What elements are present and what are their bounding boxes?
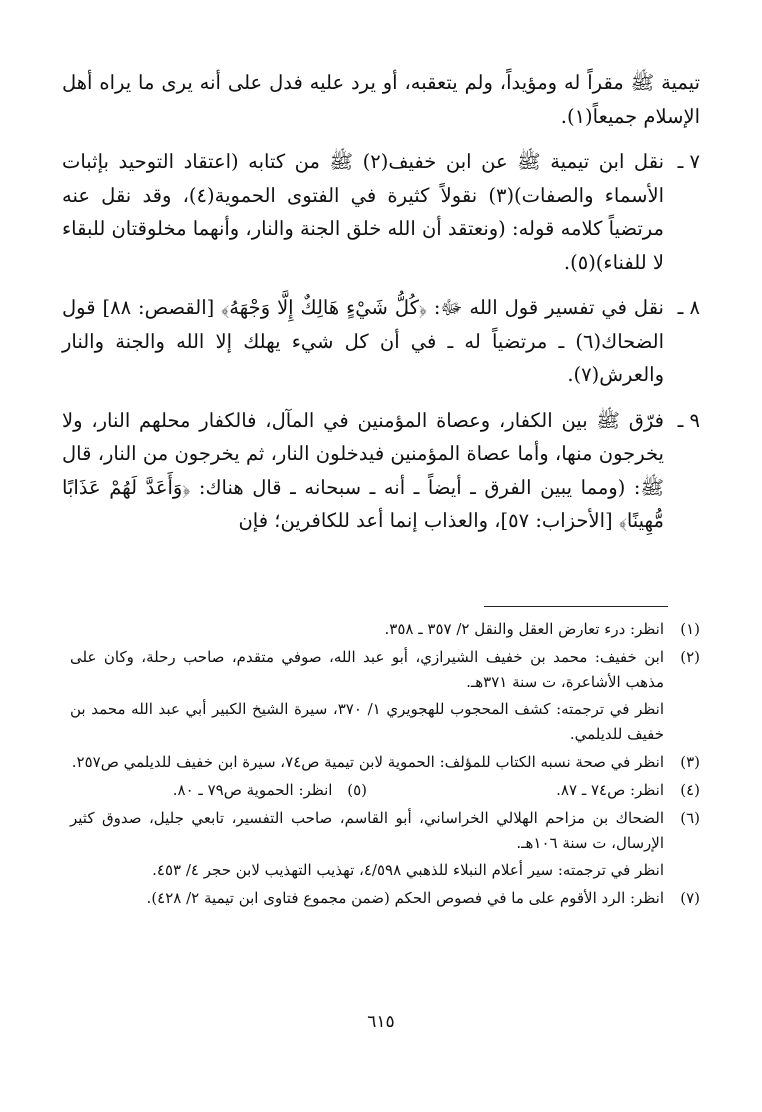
- footnote-number: (١): [680, 620, 700, 638]
- footnote-number: (٥): [347, 781, 367, 799]
- footnote-text: انظر: الحموية ص٧٩ ـ ٨٠.: [172, 781, 333, 799]
- footnote-number: (٤): [680, 781, 700, 799]
- footnote-number: (٣): [680, 753, 700, 771]
- item-text: فرّق ﷺ بين الكفار، وعصاة المؤمنين في المآل، فالكفار محلهم النار، ولا يخرجون منها، وأما عصاة المؤمنين فيدخلون النار، ثم يخرجون من النار، قال ﷺ: (ومما يبين الفرق ـ أيضاً ـ أنه ـ سبحانه ـ قال هناك: ﴿وَأَعَدَّ لَهُمْ عَذَابًا مُّهِينًا﴾ [الأحزاب: ٥٧]، والعذاب إنما أعد للكافرين؛ فإن: [62, 408, 664, 532]
- footnote-separator: [484, 606, 668, 607]
- footnote-1: [70, 617, 700, 642]
- footnote-number: (٢): [680, 648, 700, 666]
- list-item-8: [62, 291, 700, 392]
- main-text: [62, 66, 700, 538]
- item-number: ٨ ـ: [677, 296, 700, 319]
- footnote-2: [70, 645, 700, 747]
- footnote-number: (٦): [680, 809, 700, 827]
- footnote-text: انظر: الرد الأقوم على ما في فصوص الحكم (ضمن مجموع فتاوى ابن تيمية ٢/ ٤٢٨).: [146, 889, 664, 907]
- footnote-4-5: [70, 778, 700, 803]
- item-number: ٩ ـ: [677, 408, 700, 432]
- page-number: ٦١٥: [367, 1012, 395, 1032]
- footnote-subtext: انظر في ترجمته: كشف المحجوب للهجويري ١/ ٣٧٠، سيرة الشيخ الكبير أبي عبد الله محمد بن خفيف للديلمي.: [70, 700, 664, 743]
- footnote-3: [70, 750, 700, 775]
- footnote-6: [70, 806, 700, 883]
- footnote-text: انظر في صحة نسبه الكتاب للمؤلف: الحموية لابن تيمية ص٧٤، سيرة ابن خفيف للديلمي ص٢٥٧.: [71, 753, 664, 771]
- footnote-text: الضحاك بن مزاحم الهلالي الخراساني، أبو القاسم، صاحب التفسير، تابعي جليل، صدوق كثير الإرسال، ت سنة ١٠٦هـ.: [70, 809, 664, 852]
- footnote-subtext: انظر في ترجمته: سير أعلام النبلاء للذهبي ٤/٥٩٨، تهذيب التهذيب لابن حجر ٤/ ٤٥٣.: [152, 861, 664, 879]
- footnote-text: انظر: درء تعارض العقل والنقل ٢/ ٣٥٧ ـ ٣٥٨.: [384, 620, 664, 638]
- footnote-7: [70, 886, 700, 911]
- list-item-7: [62, 145, 700, 279]
- item-text: نقل ابن تيمية ﷺ عن ابن خفيف(٢) ﷺ من كتابه (اعتقاد التوحيد بإثبات الأسماء والصفات)(٣) نقولاً كثيرة في الفتوى الحموية(٤)، وقد نقل عنه مرتضياً كلامه قوله: (ونعتقد أن الله خلق الجنة والنار، وأنهما مخلوقتان للبقاء لا للفناء)(٥).: [62, 150, 664, 274]
- list-item-9: [62, 404, 700, 538]
- footnote-text: ابن خفيف: محمد بن خفيف الشيرازي، أبو عبد الله، صوفي متقدم، صاحب رحلة، وكان على مذهب الأشاعرة، ت سنة ٣٧١هـ.: [70, 648, 664, 691]
- footnote-number: (٧): [680, 889, 700, 907]
- footnotes: [70, 617, 700, 911]
- item-number: ٧ ـ: [677, 150, 700, 173]
- item-text: نقل في تفسير قول الله ﷻ: ﴿كُلُّ شَيْءٍ هَالِكٌ إِلَّا وَجْهَهُ﴾ [القصص: ٨٨] قول الضحاك(٦) ـ مرتضياً له ـ في أن كل شيء يهلك إلا الله والجنة والنار والعرش(٧).: [62, 296, 664, 386]
- intro-paragraph: تيمية ﷺ مقراً له ومؤيداً، ولم يتعقبه، أو يرد عليه فدل على أنه يرى ما يراه أهل الإسلام جميعاً(١).: [62, 71, 700, 128]
- footnote-text: انظر: ص٧٤ ـ ٨٧.: [556, 781, 664, 799]
